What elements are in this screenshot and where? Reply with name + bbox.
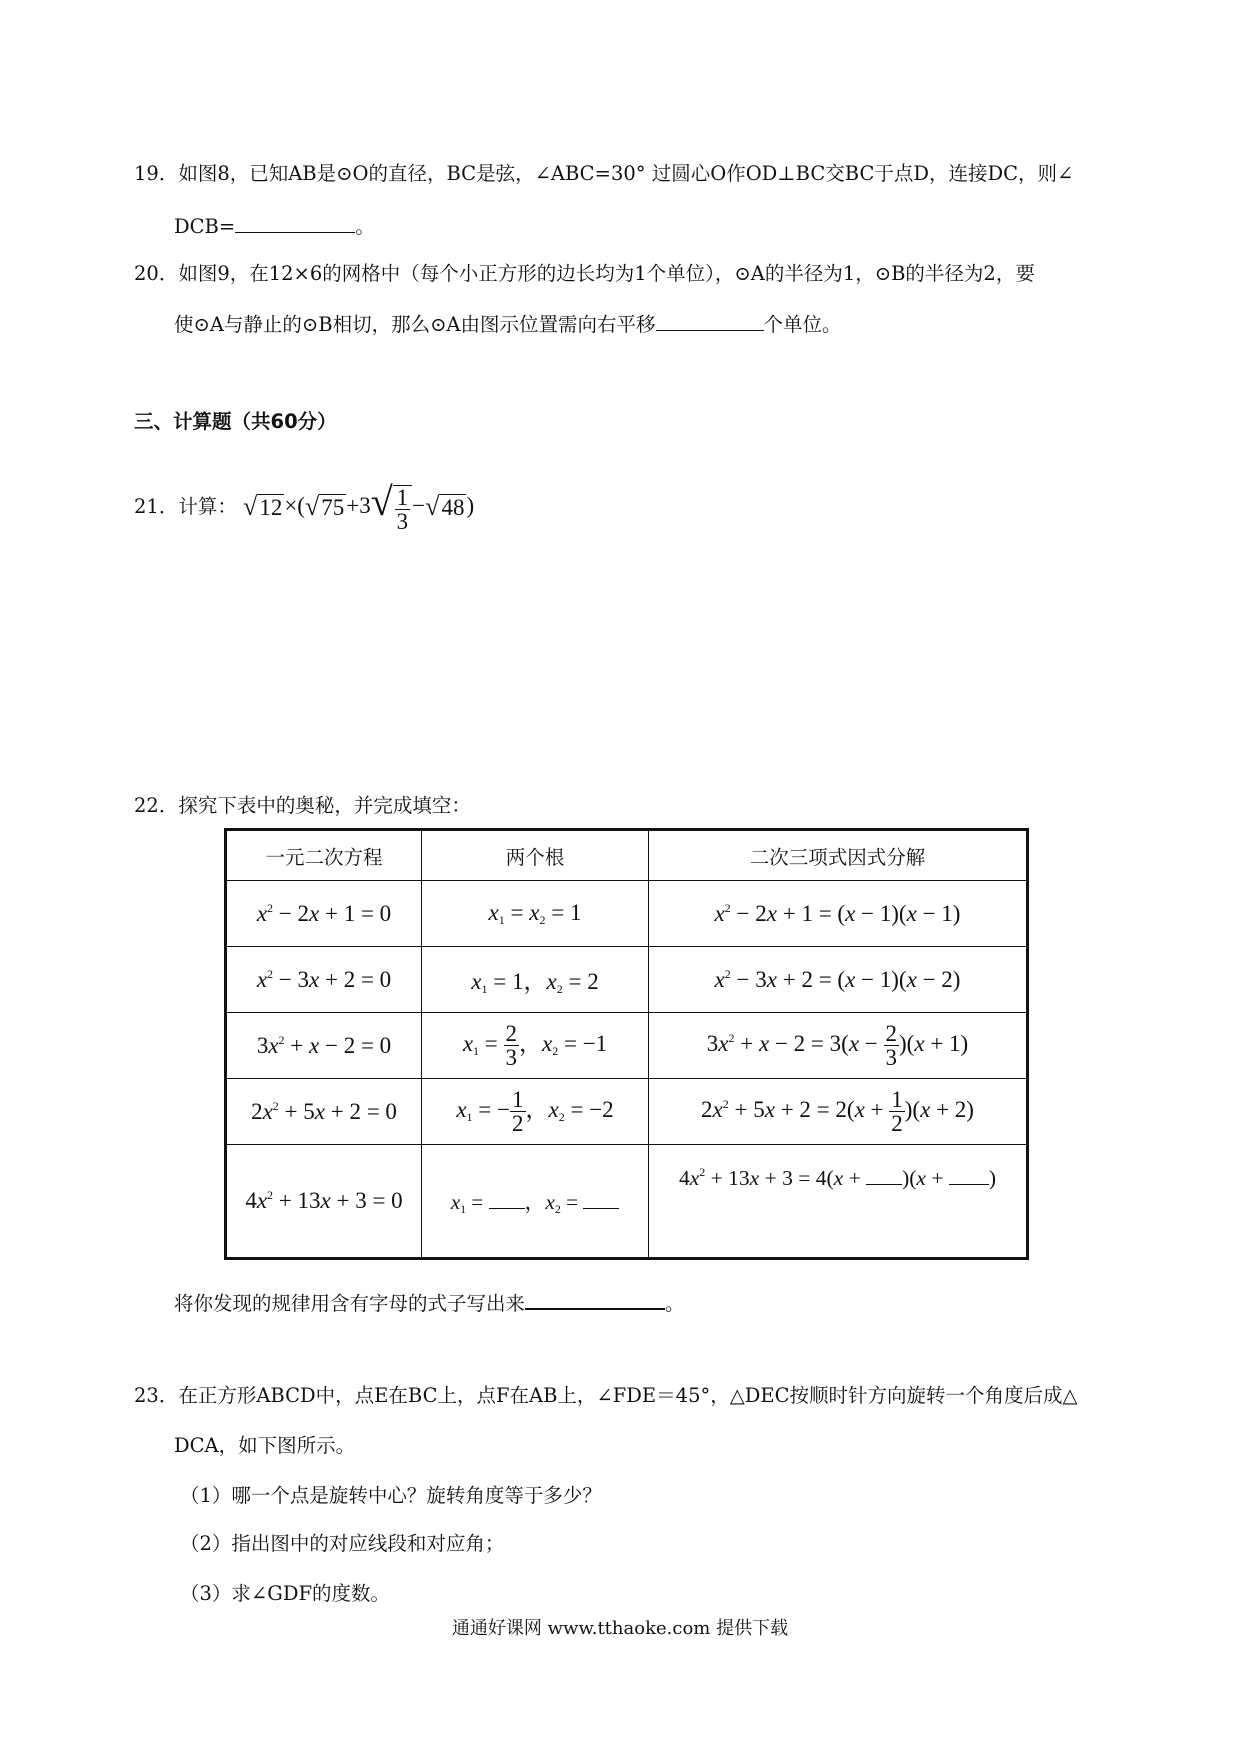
- q21-label: 21．计算：: [134, 494, 237, 518]
- q23-line2: DCA，如下图所示。: [174, 1434, 356, 1457]
- q22-conclusion-prefix: 将你发现的规律用含有字母的式子写出来: [174, 1292, 526, 1315]
- table-header-factorization: 二次三项式因式分解: [649, 830, 1028, 881]
- q20-line1: 20．如图9，在12×6的网格中（每个小正方形的边长均为1个单位），⊙A的半径为1，⊙B的半径为2，要: [134, 262, 1035, 285]
- q19-line1: 19．如图8，已知AB是⊙O的直径，BC是弦，∠ABC=30° 过圆心O作OD⊥BC交BC于点D，连接DC，则∠: [134, 162, 1074, 185]
- q22-conclusion-blank[interactable]: [525, 1288, 665, 1310]
- table-row: [226, 1079, 1028, 1145]
- table-header-equation: 一元二次方程: [226, 830, 422, 881]
- cell-roots: $x_1 = 1$，$x_2 = 2$: [422, 947, 649, 1013]
- q23-line1: 23．在正方形ABCD中，点E在BC上，点F在AB上，∠FDE＝45°，△DEC按顺时针方向旋转一个角度后成△: [134, 1384, 1078, 1407]
- q22-intro: 22．探究下表中的奥秘，并完成填空：: [134, 794, 471, 817]
- q19-line2-suffix: 。: [355, 215, 375, 238]
- root2-blank[interactable]: [583, 1190, 619, 1209]
- q23-sub3: （3）求∠GDF的度数。: [180, 1582, 390, 1605]
- root1-blank[interactable]: [489, 1190, 525, 1209]
- cell-roots: $x_1$ = ，$x_2$ =: [422, 1145, 649, 1259]
- q20-line2-suffix: 个单位。: [763, 313, 842, 336]
- table-row: [226, 1145, 1028, 1259]
- q19-line2: [174, 212, 375, 239]
- factor2-blank[interactable]: [949, 1168, 989, 1185]
- factor1-blank[interactable]: [866, 1168, 902, 1185]
- table-header-roots: 两个根: [422, 830, 649, 881]
- q22-conclusion: [174, 1288, 685, 1316]
- q19-answer-blank[interactable]: [235, 212, 355, 233]
- cell-equation: $3x^2 + x - 2 = 0$: [226, 1013, 422, 1079]
- cell-factorization: $x^2 - 2x + 1 = (x - 1)(x - 1)$: [649, 881, 1028, 947]
- cell-roots: $x_1 = x_2 = 1$: [422, 881, 649, 947]
- table-row: [226, 881, 1028, 947]
- q20-answer-blank[interactable]: [656, 310, 764, 331]
- q19-line2-prefix: DCB=: [174, 215, 236, 238]
- q22-conclusion-suffix: 。: [665, 1292, 685, 1315]
- page-footer: 通通好课网 www.tthaoke.com 提供下载: [451, 1618, 789, 1639]
- section-3-heading: 三、计算题（共60分）: [134, 410, 337, 433]
- cell-factorization: $2x^2 + 5x + 2 = 2(x$ + $\frac{1}{2}$ )(x + 2): [649, 1079, 1028, 1145]
- table-header-row: [226, 830, 1028, 881]
- cell-equation: $x^2 - 2x + 1 = 0$: [226, 881, 422, 947]
- cell-equation: $4x^2 + 13x + 3 = 0$: [226, 1145, 422, 1259]
- cell-equation: $2x^2 + 5x + 2 = 0$: [226, 1079, 422, 1145]
- cell-roots: $x_1$ = $\frac{2}{3}$ ，$x_2 = -1$: [422, 1013, 649, 1079]
- q23-sub2: （2）指出图中的对应线段和对应角；: [180, 1532, 505, 1555]
- cell-factorization: $x^2 - 3x + 2 = (x - 1)(x - 2)$: [649, 947, 1028, 1013]
- q20-line2: [174, 310, 842, 337]
- table-row: [226, 1013, 1028, 1079]
- q21-expression: √12×(√75+3√ $\frac{1}{3}$ −√48): [243, 479, 475, 535]
- q21-line: [134, 479, 475, 535]
- q22-table: [224, 828, 1029, 1260]
- table-row: [226, 947, 1028, 1013]
- cell-roots: $x_1$ = − $\frac{1}{2}$ ，$x_2 = -2$: [422, 1079, 649, 1145]
- q20-line2-prefix: 使⊙A与静止的⊙B相切，那么⊙A由图示位置需向右平移: [174, 313, 656, 336]
- cell-factorization: $4x^2 + 13x + 3 = 4(x + )(x$ + ): [649, 1145, 1028, 1259]
- cell-factorization: $3x^2 + x - 2 = 3(x$ − $\frac{2}{3}$ )(x + 1): [649, 1013, 1028, 1079]
- q23-sub1: （1）哪一个点是旋转中心？旋转角度等于多少？: [180, 1484, 602, 1507]
- cell-equation: $x^2 - 3x + 2 = 0$: [226, 947, 422, 1013]
